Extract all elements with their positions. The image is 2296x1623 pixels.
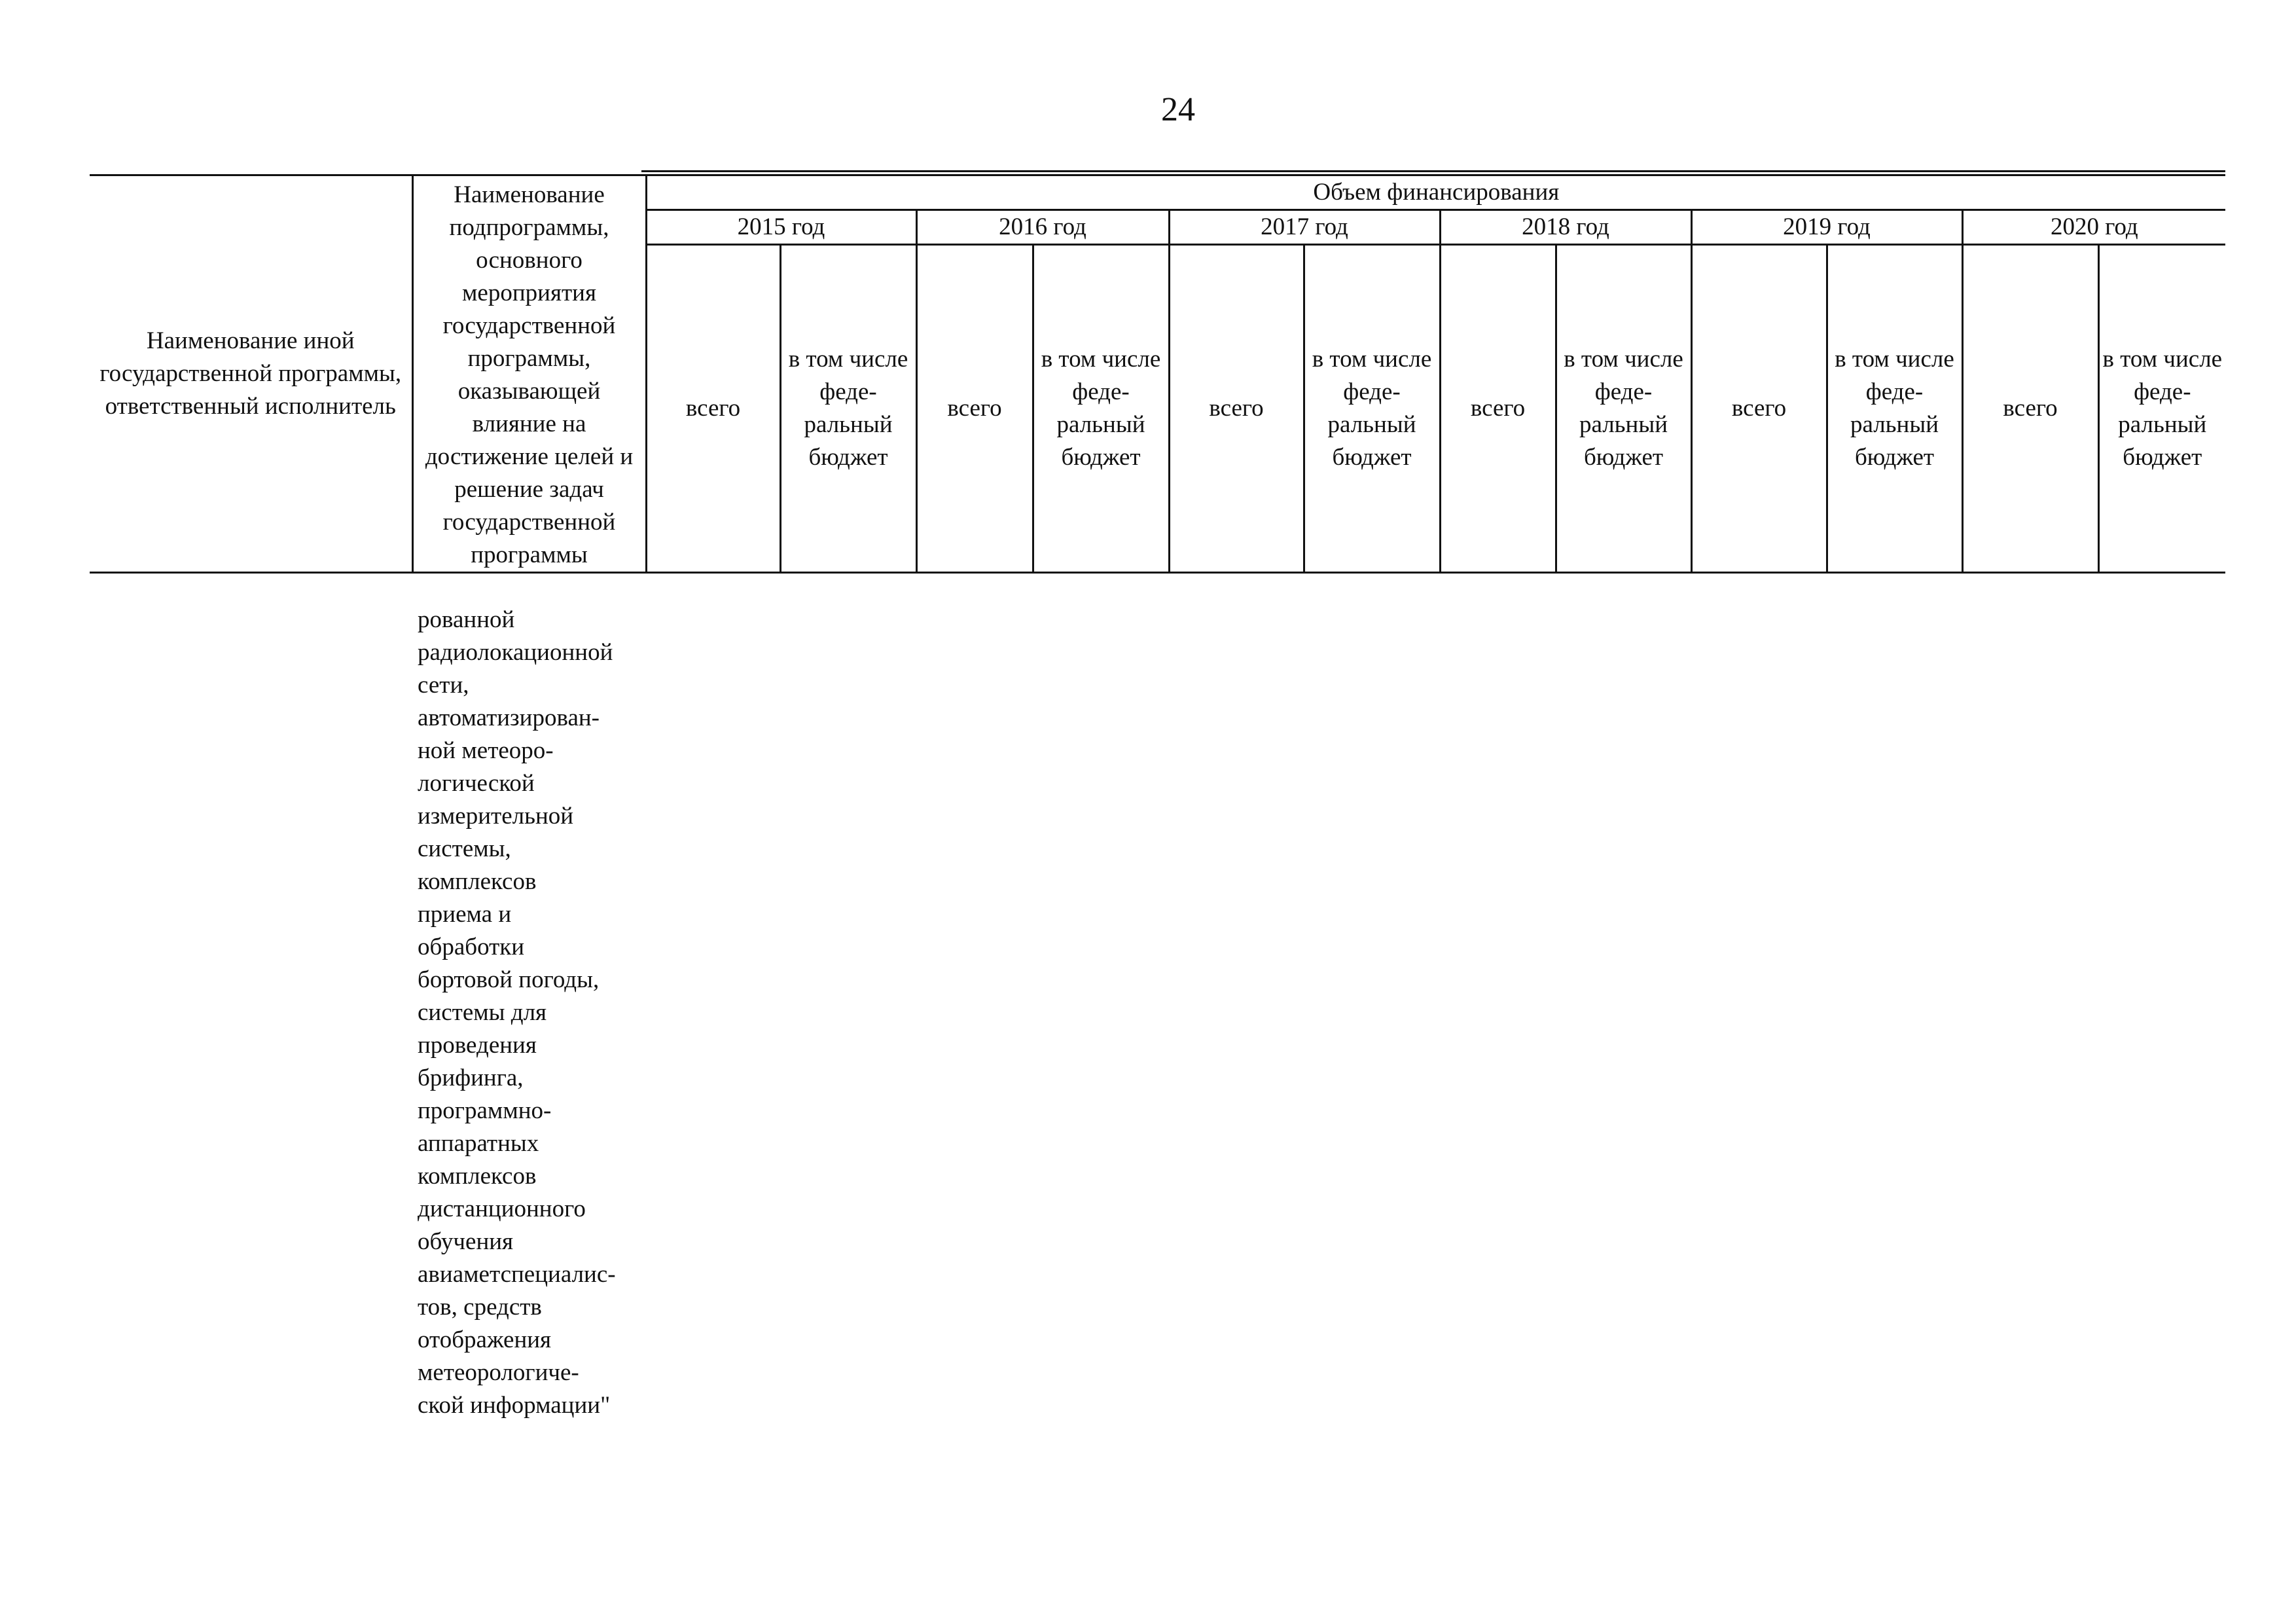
continuation-line: авиаметспециалис- — [418, 1261, 616, 1288]
continuation-line: системы для — [418, 999, 547, 1026]
continuation-line: отображения — [418, 1326, 552, 1353]
continuation-line: бортовой погоды, — [418, 966, 600, 993]
continuation-line: автоматизирован- — [418, 704, 600, 731]
continuation-line: логической — [418, 770, 535, 797]
continuation-line: рованной — [418, 606, 515, 633]
total-header: всего — [1440, 245, 1556, 573]
year-header: 2017 год — [1169, 210, 1440, 245]
federal-header: в том числе феде-ральный бюджет — [1556, 245, 1691, 573]
federal-header: в том числе феде-ральный бюджет — [1033, 245, 1169, 573]
header-subprogram: Наименование подпрограммы, основного мероприятия государственной программы, оказывающей влияние на достижение целей и решение задач государственной программы — [412, 175, 646, 573]
continuation-line: дистанционного — [418, 1195, 586, 1222]
year-header: 2019 год — [1691, 210, 1962, 245]
continuation-line: комплексов — [418, 868, 537, 895]
continuation-line: ной метеоро- — [418, 737, 554, 764]
continuation-line: измерительной — [418, 803, 574, 830]
continuation-line: приема и — [418, 901, 512, 928]
total-header: всего — [1691, 245, 1827, 573]
continuation-line: аппаратных — [418, 1130, 539, 1157]
subprogram-continuation — [418, 604, 653, 1422]
continuation-line: сети, — [418, 672, 469, 699]
continuation-line: ской информации" — [418, 1392, 611, 1419]
year-header: 2015 год — [646, 210, 916, 245]
page-number: 24 — [1161, 91, 1195, 128]
continuation-line: системы, — [418, 835, 511, 862]
total-header: всего — [1169, 245, 1304, 573]
continuation-line: обучения — [418, 1228, 514, 1255]
continuation-line: проведения — [418, 1032, 537, 1059]
year-header: 2016 год — [916, 210, 1169, 245]
continuation-line: обработки — [418, 934, 525, 960]
federal-header: в том числе феде-ральный бюджет — [1827, 245, 1962, 573]
year-header: 2020 год — [1962, 210, 2225, 245]
federal-header: в том числе феде-ральный бюджет — [1304, 245, 1440, 573]
top-rule — [641, 170, 2225, 172]
federal-header: в том числе феде-ральный бюджет — [780, 245, 916, 573]
federal-header: в том числе феде-ральный бюджет — [2098, 245, 2225, 573]
total-header: всего — [1962, 245, 2098, 573]
header-financing: Объем финансирования — [646, 175, 2225, 210]
year-header: 2018 год — [1440, 210, 1691, 245]
continuation-line: комплексов — [418, 1163, 537, 1190]
header-program: Наименование иной государственной программы, ответственный исполнитель — [90, 175, 412, 573]
total-header: всего — [646, 245, 780, 573]
financing-table — [90, 174, 2225, 574]
continuation-line: брифинга, — [418, 1065, 524, 1091]
continuation-line: тов, средств — [418, 1294, 542, 1321]
total-header: всего — [916, 245, 1033, 573]
continuation-line: метеорологиче- — [418, 1359, 579, 1386]
continuation-line: радиолокационной — [418, 639, 613, 666]
continuation-line: программно- — [418, 1097, 552, 1124]
